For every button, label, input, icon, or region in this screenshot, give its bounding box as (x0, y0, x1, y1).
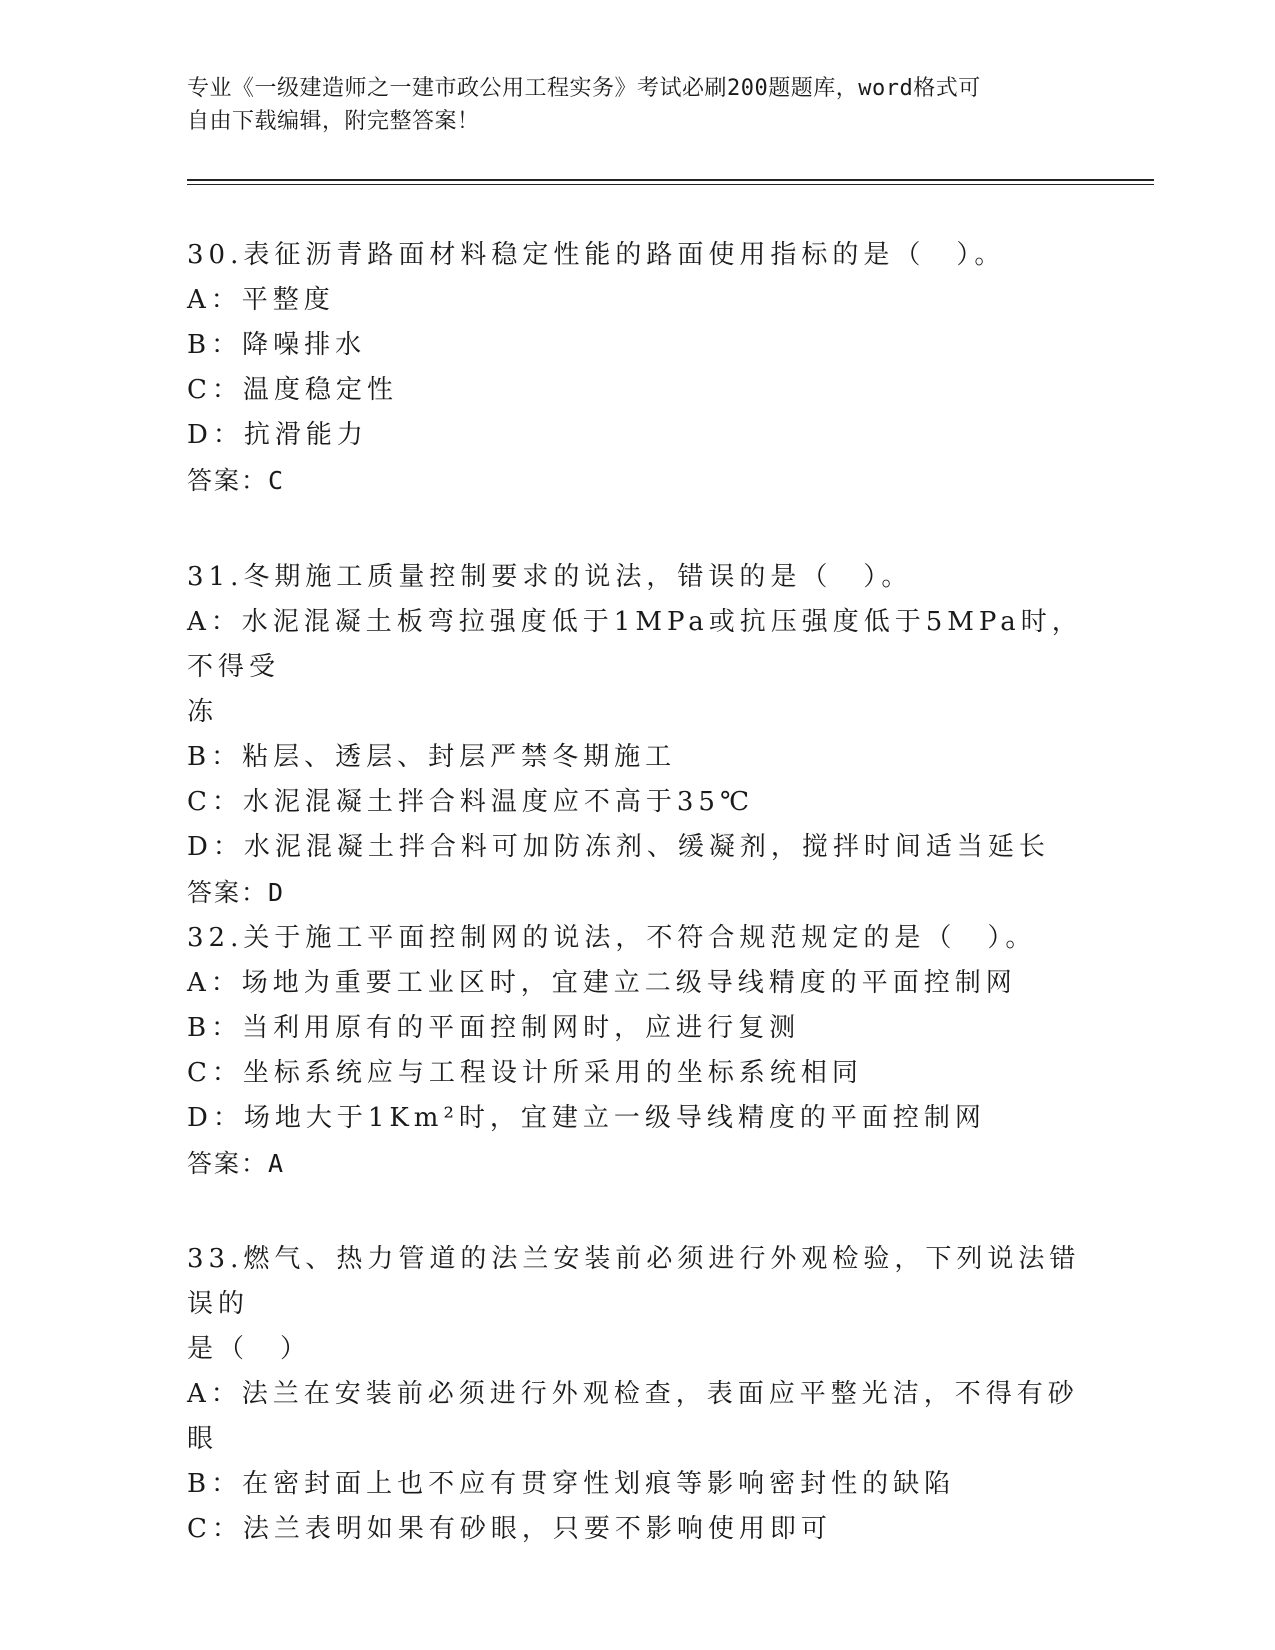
answer-label: 答案： (187, 878, 269, 907)
answer-label: 答案： (187, 466, 269, 495)
option-b: B：当利用原有的平面控制网时，应进行复测 (187, 1013, 801, 1043)
question-stem: 33.燃气、热力管道的法兰安装前必须进行外观检验，下列说法错误的 (187, 1244, 1081, 1319)
answer-value: D (268, 878, 286, 907)
option-d: D：水泥混凝土拌合料可加防冻剂、缓凝剂，搅拌时间适当延长 (187, 832, 1050, 862)
header-line-2: 自由下载编辑，附完整答案！ (187, 109, 480, 134)
option-c: C：法兰表明如果有砂眼，只要不影响使用即可 (187, 1514, 832, 1544)
option-b: B：降噪排水 (187, 330, 367, 360)
document-header (187, 72, 1087, 138)
option-b: B：在密封面上也不应有贯穿性划痕等影响密封性的缺陷 (187, 1469, 956, 1499)
header-divider (187, 179, 1154, 181)
question-31 (187, 555, 1087, 915)
header-line-1: 专业《一级建造师之一建市政公用工程实务》考试必刷200题题库，word格式可 (187, 76, 981, 101)
option-d: D：场地大于1Km²时，宜建立一级导线精度的平面控制网 (187, 1103, 986, 1133)
question-32 (187, 916, 1087, 1186)
answer-line (187, 1141, 1087, 1186)
option-c: C：水泥混凝土拌合料温度应不高于35℃ (187, 787, 755, 817)
option-d: D：抗滑能力 (187, 420, 368, 450)
question-30 (187, 233, 1087, 503)
option-a: A：水泥混凝土板弯拉强度低于1MPa或抗压强度低于5MPa时，不得受 (187, 607, 1083, 682)
answer-line (187, 458, 1087, 503)
question-stem: 31.冬期施工质量控制要求的说法，错误的是（ ）。 (187, 562, 913, 592)
question-stem: 30.表征沥青路面材料稳定性能的路面使用指标的是（ ）。 (187, 240, 1006, 270)
option-c: C：坐标系统应与工程设计所采用的坐标系统相同 (187, 1058, 863, 1088)
option-a: A：场地为重要工业区时，宜建立二级导线精度的平面控制网 (187, 968, 1017, 998)
header-divider-thin (187, 184, 1154, 185)
option-a: A：平整度 (187, 285, 335, 315)
answer-line (187, 870, 1087, 915)
answer-value: C (268, 466, 286, 495)
answer-value: A (268, 1149, 286, 1178)
question-33 (187, 1237, 1087, 1552)
option-a: A：法兰在安装前必须进行外观检查，表面应平整光洁，不得有砂眼 (187, 1379, 1079, 1454)
option-b: B：粘层、透层、封层严禁冬期施工 (187, 742, 677, 772)
answer-label: 答案： (187, 1149, 269, 1178)
question-stem: 32.关于施工平面控制网的说法，不符合规范规定的是（ ）。 (187, 923, 1037, 953)
option-a-continued: 冻 (187, 697, 219, 727)
question-stem-continued: 是（ ） (187, 1334, 312, 1364)
option-c: C：温度稳定性 (187, 375, 398, 405)
